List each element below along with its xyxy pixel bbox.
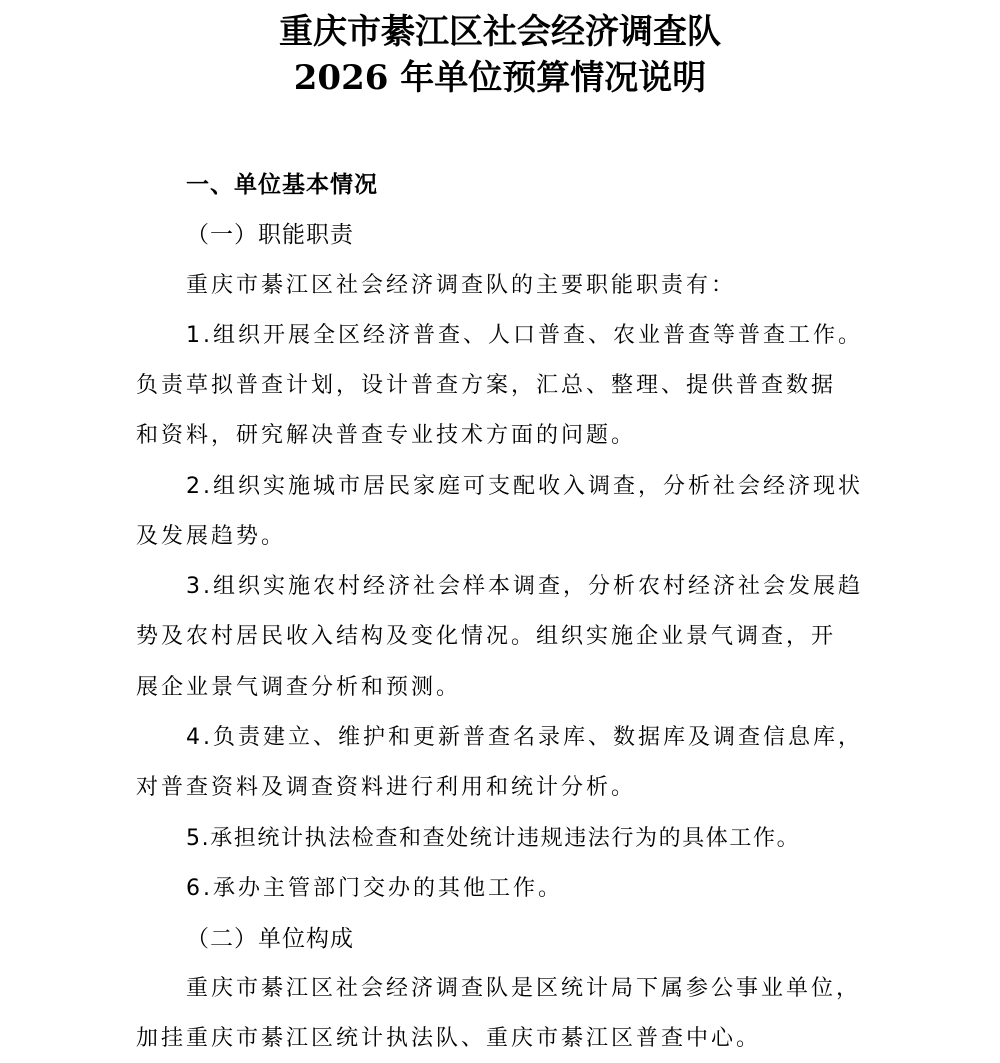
subsection-heading-functions: （一）职能职责 [186,222,354,248]
function-item-4-line-2: 对普查资料及调查资料进行利用和统计分析。 [136,775,637,800]
function-item-1-line-2: 负责草拟普查计划，设计普查方案，汇总、整理、提供普查数据 [136,373,837,398]
function-item-2-line-1: 2.组织实施城市居民家庭可支配收入调查，分析社会经济现状 [186,474,863,499]
functions-intro: 重庆市綦江区社会经济调查队的主要职能职责有： [186,273,737,298]
function-item-5-line-1: 5.承担统计执法检查和查处统计违规违法行为的具体工作。 [186,826,801,851]
subsection-heading-composition: （二）单位构成 [186,926,354,952]
composition-line-1: 重庆市綦江区社会经济调查队是区统计局下属参公事业单位， [186,976,862,1001]
section-heading-basic-info: 一、单位基本情况 [186,172,378,198]
function-item-3-line-3: 展企业景气调查分析和预测。 [136,675,462,700]
document-title-line-2: 2026 年单位预算情况说明 [293,58,707,98]
function-item-2-line-2: 及发展趋势。 [136,524,287,549]
function-item-1-line-3: 和资料，研究解决普查专业技术方面的问题。 [136,423,637,448]
function-item-3-line-2: 势及农村居民收入结构及变化情况。组织实施企业景气调查，开 [136,624,837,649]
function-item-6-line-1: 6.承办主管部门交办的其他工作。 [186,876,563,901]
function-item-1-line-1: 1.组织开展全区经济普查、人口普查、农业普查等普查工作。 [186,323,863,348]
function-item-3-line-1: 3.组织实施农村经济社会样本调查，分析农村经济社会发展趋 [186,574,863,599]
document-title-line-1: 重庆市綦江区社会经济调查队 [279,12,721,52]
composition-line-2: 加挂重庆市綦江区统计执法队、重庆市綦江区普查中心。 [136,1026,762,1051]
function-item-4-line-1: 4.负责建立、维护和更新普查名录库、数据库及调查信息库， [186,725,863,750]
